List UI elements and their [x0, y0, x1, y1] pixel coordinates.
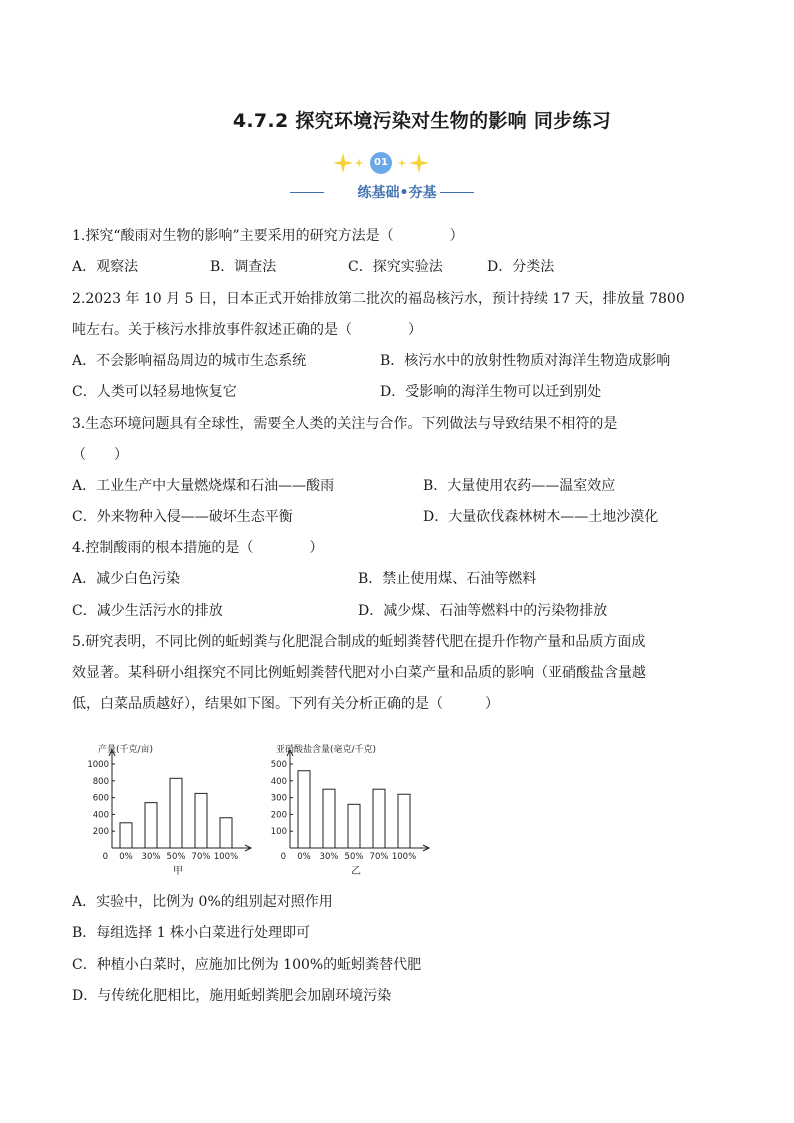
yield-bar-chart — [80, 738, 260, 880]
x-tick-label: 0% — [119, 852, 133, 862]
panel-label: 甲 — [173, 866, 183, 877]
q3-option-c: C．外来物种入侵——破坏生态平衡 — [72, 509, 293, 525]
bar-70pct — [195, 793, 207, 848]
q1-option-b: B．调查法 — [210, 259, 277, 275]
sparkle-small-icon — [354, 158, 364, 168]
bar-50pct — [170, 778, 182, 848]
q3-option-d: D．大量砍伐森林树木——土地沙漠化 — [423, 509, 659, 525]
x-tick-label: 50% — [344, 852, 364, 862]
question-3-stem: 3.生态环境问题具有全球性，需要全人类的关注与合作。下列做法与导致结果不相符的是 — [72, 416, 618, 432]
q2-option-a: A．不会影响福岛周边的城市生态系统 — [72, 353, 307, 369]
x-tick-label: 30% — [141, 852, 161, 862]
y-axis-label: 产量(千克/亩) — [98, 745, 154, 755]
x-tick-label: 70% — [369, 852, 389, 862]
sparkle-icon — [408, 152, 430, 174]
bar-100pct — [220, 818, 232, 848]
q4-option-d: D．减少煤、石油等燃料中的污染物排放 — [358, 603, 608, 619]
x-tick-label: 100% — [391, 852, 417, 862]
question-5-stem: 5.研究表明，不同比例的蚯蚓粪与化肥混合制成的蚯蚓粪替代肥在提升作物产量和品质方面成 — [72, 634, 646, 650]
x-tick-label: 70% — [191, 852, 211, 862]
q4-option-b: B．禁止使用煤、石油等燃料 — [358, 571, 537, 587]
nitrite-bar-chart — [258, 738, 438, 880]
q2-option-d: D．受影响的海洋生物可以迁到别处 — [380, 384, 602, 400]
q4-option-c: C．减少生活污水的排放 — [72, 603, 223, 619]
q5-option-b: B．每组选择 1 株小白菜进行处理即可 — [72, 925, 311, 941]
question-4-stem: 4.控制酸雨的根本措施的是（ ） — [72, 540, 324, 556]
section-divider — [440, 192, 474, 193]
y-tick-label: 1000 — [87, 760, 109, 770]
bar-50pct — [348, 804, 360, 848]
q1-option-d: D．分类法 — [487, 259, 555, 275]
bar-0pct — [120, 823, 132, 848]
y-tick-label: 200 — [92, 827, 109, 838]
q4-option-a: A．减少白色污染 — [72, 571, 181, 587]
bar-70pct — [373, 789, 385, 848]
y-tick-label: 400 — [92, 810, 109, 821]
bar-100pct — [398, 794, 410, 848]
q3-option-b: B．大量使用农药——温室效应 — [423, 478, 616, 494]
question-5-stem-cont2: 低，白菜品质越好），结果如下图。下列有关分析正确的是（ ） — [72, 696, 499, 712]
page-title: 4.7.2 探究环境污染对生物的影响 同步练习 — [232, 110, 612, 132]
q1-option-a: A．观察法 — [72, 259, 139, 275]
x-tick-label: 100% — [213, 852, 239, 862]
q3-option-a: A．工业生产中大量燃烧煤和石油——酸雨 — [72, 478, 335, 494]
sparkle-small-icon — [397, 158, 407, 168]
y-tick-label: 400 — [270, 776, 287, 787]
q5-option-d: D．与传统化肥相比，施用蚯蚓粪肥会加剧环境污染 — [72, 988, 392, 1004]
panel-label: 乙 — [351, 866, 361, 877]
section-number: 01 — [370, 152, 392, 174]
y-tick-label: 500 — [270, 760, 287, 770]
y-tick-label: 600 — [92, 793, 109, 804]
x-tick-label: 30% — [319, 852, 339, 862]
x-tick-label: 50% — [166, 852, 186, 862]
bar-30pct — [323, 789, 335, 848]
question-2-stem-cont: 吨左右。关于核污水排放事件叙述正确的是（ ） — [72, 322, 422, 338]
bar-30pct — [145, 803, 157, 848]
question-1-stem: 1.探究“酸雨对生物的影响”主要采用的研究方法是（ ） — [72, 228, 464, 244]
question-5-stem-cont: 效显著。某科研小组探究不同比例蚯蚓粪替代肥对小白菜产量和品质的影响（亚硝酸盐含量越 — [72, 665, 646, 681]
question-2-stem: 2.2023 年 10 月 5 日，日本正式开始排放第二批次的福岛核污水，预计持续 17 天，排放量 7800 — [72, 291, 685, 307]
bar-0pct — [298, 771, 310, 848]
q2-option-c: C．人类可以轻易地恢复它 — [72, 384, 237, 400]
q2-option-b: B．核污水中的放射性物质对海洋生物造成影响 — [380, 353, 671, 369]
q5-option-a: A．实验中，比例为 0%的组别起对照作用 — [72, 894, 333, 910]
section-badge — [330, 150, 432, 178]
y-tick-label: 800 — [92, 776, 109, 787]
q1-option-c: C．探究实验法 — [348, 259, 443, 275]
y-axis-label: 亚硝酸盐含量(毫克/千克) — [276, 745, 377, 755]
y-tick-label: 0 — [280, 852, 286, 862]
y-tick-label: 200 — [270, 810, 287, 821]
section-title: 练基础•夯基 — [357, 185, 437, 201]
question-3-stem-cont: （ ） — [72, 447, 128, 463]
x-tick-label: 0% — [297, 852, 311, 862]
y-tick-label: 300 — [270, 793, 287, 804]
y-tick-label: 100 — [270, 827, 287, 838]
sparkle-icon — [332, 152, 354, 174]
q5-option-c: C．种植小白菜时，应施加比例为 100%的蚯蚓粪替代肥 — [72, 957, 422, 973]
y-tick-label: 0 — [102, 852, 108, 862]
